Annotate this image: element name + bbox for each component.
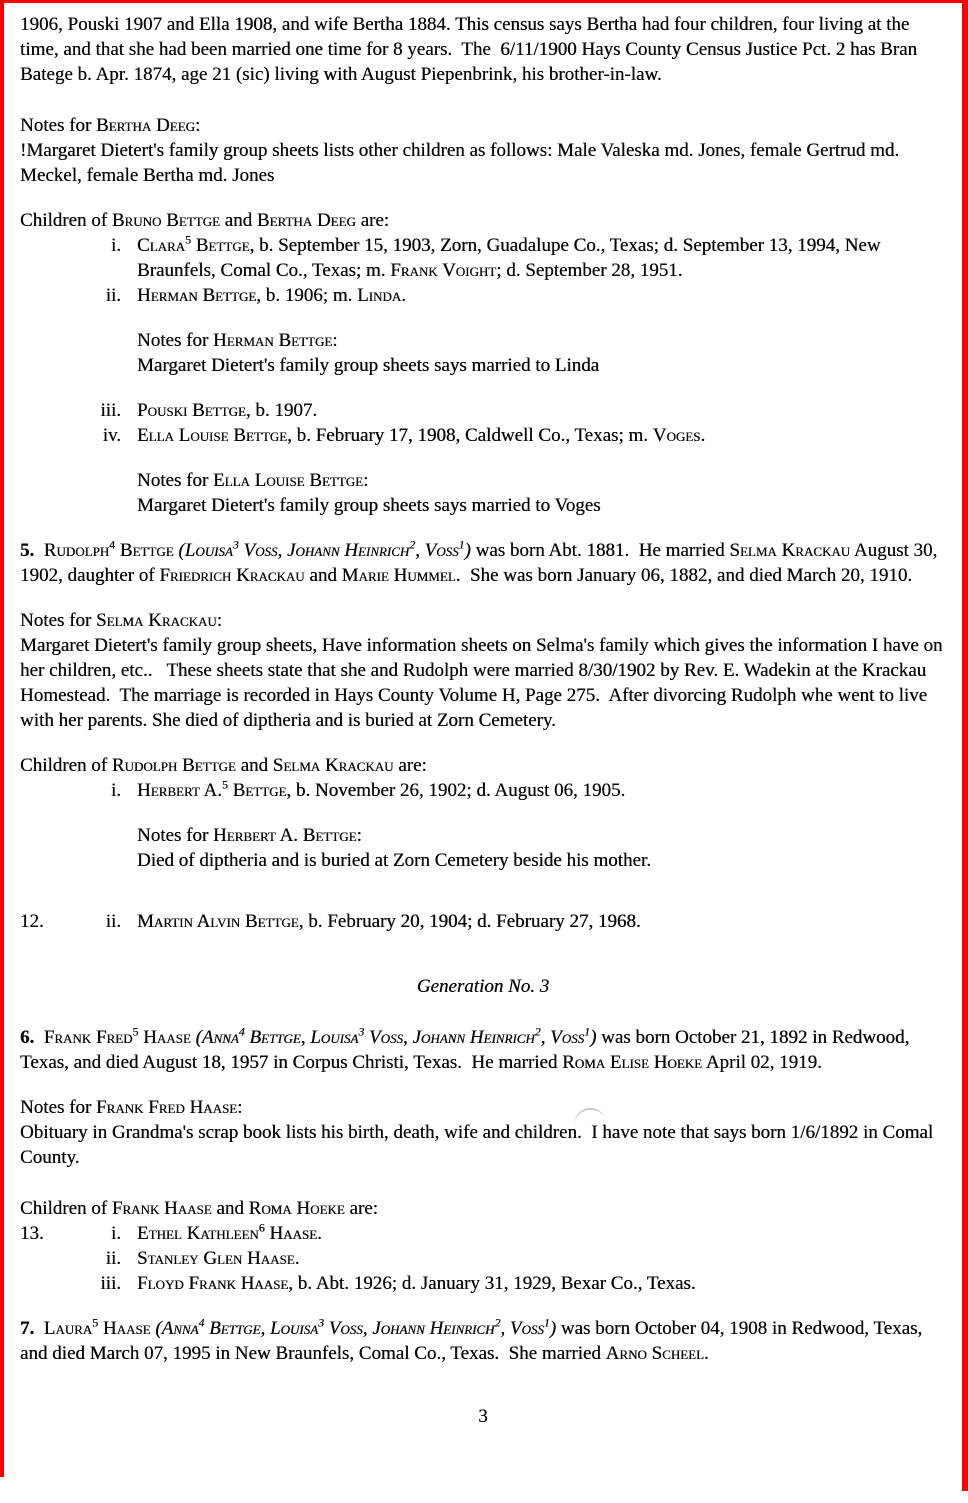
child-text [137,778,946,803]
paragraph [137,468,946,493]
person-name: Roma Hoeke [248,1198,345,1219]
generation-superscript: 3 [358,1025,365,1039]
descendant-number [20,1246,83,1271]
generation-superscript: 1 [458,538,465,552]
paragraph [20,608,946,633]
text-run: was born October 21, 1892 in Redwood, Texas, and died August 18, 1957 in Corpus Christi, Texas. He married [20,1027,914,1073]
paragraph [20,1120,946,1170]
child-text [137,1271,946,1296]
text-run: was born Abt. 1881. He married [470,540,730,561]
text-run: . She was born January 06, 1882, and died March 20, 1910. [455,565,913,586]
paragraph [20,113,946,138]
text-run: : [216,610,223,631]
person-name: Frank Fred Haase [95,1097,238,1118]
person-name: Voges [652,425,701,446]
text-run: . [401,285,406,306]
text-run [34,1027,44,1048]
paragraph [137,353,946,378]
text-run: ) [464,540,471,561]
paragraph [20,753,946,778]
person-name: Clara [137,235,186,256]
person-name: Laura [43,1318,93,1339]
generation-superscript: 2 [409,538,416,552]
person-name: , Voss [500,1318,544,1339]
text-run: and [235,755,273,776]
child-text [137,283,946,308]
generation-superscript: 2 [534,1025,541,1039]
child-roman-numeral: ii. [105,1248,121,1269]
paragraph [20,538,946,588]
child-roman-numeral: i. [110,780,121,801]
child-entry [20,233,946,283]
person-name: , Voss [540,1027,585,1048]
child-roman-numeral: iii. [100,400,121,421]
descendant-number [20,398,83,423]
person-name: Selma Krackau [272,755,394,776]
child-entry [20,423,946,448]
paragraph [137,493,946,518]
person-name: Bettge [119,540,174,561]
person-name: Voss, Johann Heinrich [238,540,410,561]
paragraph [20,12,946,87]
text-run: Children of [20,1198,112,1219]
person-name: Frank Fred [43,1027,133,1048]
generation-superscript: 5 [185,233,191,247]
generation-superscript: 4 [109,538,116,552]
text-run: ) [549,1318,557,1339]
person-name: Herman Bettge [212,330,333,351]
child-entry [20,1221,946,1246]
generation-superscript: 4 [198,1316,205,1330]
text-run: Notes for [20,610,96,631]
person-name: Selma Krackau [95,610,217,631]
paragraph [20,1095,946,1120]
text-run: : [332,330,338,351]
person-name: Rudolph [43,540,110,561]
generation-superscript: 3 [232,538,239,552]
child-text [137,423,946,448]
descendant-number [20,423,83,448]
child-entry [20,398,946,423]
child-text [137,398,946,423]
text-run: . [317,1223,322,1244]
generation-superscript: 5 [132,1025,139,1039]
person-name: Selma Krackau [729,540,851,561]
person-name: Pouski Bettge [137,400,246,421]
person-name: Rudolph Bettge [111,755,236,776]
person-name: Herbert A. [137,780,222,801]
text-run: 5. [20,540,35,561]
child-roman-numeral: i. [110,235,121,256]
paragraph [20,138,946,188]
generation-heading [20,974,946,999]
descendant-number [20,778,83,803]
generation-superscript: 5 [92,1316,99,1330]
text-run: , b. Abt. 1926; d. January 31, 1929, Bexar Co., Texas. [288,1273,696,1294]
person-name: Bettge [195,235,250,256]
text-run: Obituary in Grandma's scrap book lists his birth, death, wife and children. I have note that says born 1/6/1892 in Comal County. [20,1122,938,1168]
child-entry [20,909,946,934]
text-run: Margaret Dietert's family group sheets says married to Voges [137,495,601,516]
text-run: : [356,825,362,846]
person-name: Ella Louise Bettge [212,470,364,491]
person-name: Haase [102,1318,151,1339]
person-name: Herbert A. Bettge [212,825,357,846]
text-run: 1906, Pouski 1907 and Ella 1908, and wife Bertha 1884. This census says Bertha had four children, four living at the time, and that she had been married one time for 8 years. The 6/11/1900 Hays County Census Justice Pct. 2 has Bran Batege b. Apr. 1874, age 21 (sic) living with August Piepenbrink, his brother-in-law. [20,14,922,85]
child-entry [20,1246,946,1271]
generation-superscript: 2 [494,1316,501,1330]
person-name: Voss, Johann Heinrich [364,1027,535,1048]
child-roman-numeral: iv. [102,425,121,446]
person-name: Haase [269,1223,318,1244]
text-run: : [237,1097,243,1118]
text-run: Margaret Dietert's family group sheets, Have information sheets on Selma's family which gives the information I have on her children, etc.. These sheets state that she and Rudolph were married 8/30/1902 by Rev. E. Wadekin at the Krackau Homestead. The marriage is recorded in Hays County Volume H, Page 275. After divorcing Rudolph whe went to live with her parents. She died of diptheria and is buried at Zorn Cemetery. [20,635,948,731]
text-run: . [294,1248,300,1269]
text-run: Died of diptheria and is buried at Zorn Cemetery beside his mother. [137,850,651,871]
text-run: August 30, 1902, daughter of [20,540,942,586]
text-run: Notes for [137,470,213,491]
child-text [137,909,946,934]
text-run: and [219,210,257,231]
person-name: Ethel Kathleen [137,1223,259,1244]
text-run: , b. February 20, 1904; d. February 27, 1968. [298,911,641,932]
child-text [137,1246,946,1271]
text-run: , b. November 26, 1902; d. August 06, 1905. [286,780,626,801]
text-run: Children of [20,755,112,776]
descendant-number: 13. [20,1223,44,1244]
child-entry [20,283,946,308]
child-text [137,1221,946,1246]
paragraph [20,208,946,233]
text-run: and [211,1198,249,1219]
paragraph [137,823,946,848]
child-entry [20,1271,946,1296]
person-name: (Anna [155,1318,199,1339]
text-run: . [700,425,706,446]
generation-superscript: 1 [543,1316,550,1330]
descendant-number [20,233,83,283]
descendant-number [20,1271,83,1296]
descendant-number [20,283,83,308]
person-name: Frank Voight [390,260,497,281]
text-run: are: [344,1198,378,1219]
text-run: Margaret Dietert's family group sheets says married to Linda [137,355,600,376]
person-name: Stanley Glen Haase [137,1248,295,1269]
text-run: , b. 1906; m. [256,285,358,306]
paragraph [137,328,946,353]
person-name: Arno Scheel [605,1343,704,1364]
person-name: Marie Hummel [341,565,456,586]
person-name: Friedrich Krackau [159,565,305,586]
text-run: 7. [20,1318,35,1339]
text-run: !Margaret Dietert's family group sheets lists other children as follows: Male Valeska md. Jones, female Gertrud md. Meckel, female Bertha md. Jones [20,140,904,186]
paragraph [20,1196,946,1221]
text-run: are: [355,210,390,231]
text-run [34,1318,44,1339]
text-run: Notes for [20,1097,96,1118]
child-roman-numeral: iii. [100,1273,121,1294]
person-name: Floyd Frank Haase [137,1273,289,1294]
child-roman-numeral: ii. [105,285,121,306]
person-name: Martin Alvin Bettge [137,911,299,932]
generation-superscript: 1 [584,1025,591,1039]
page-number: 3 [478,1406,488,1427]
person-name: , Voss [415,540,459,561]
person-name: Roma Elise Hoeke [562,1052,703,1073]
person-name: Linda [357,285,402,306]
person-name: Bettge, Louisa [244,1027,359,1048]
text-run: . [704,1343,709,1364]
text-run: April 02, 1919. [702,1052,822,1073]
child-roman-numeral: i. [110,1223,121,1244]
generation-superscript: 6 [258,1221,265,1235]
text-run: : [194,115,201,136]
person-name: Ella Louise Bettge [137,425,288,446]
person-name: Bertha Deeg [256,210,356,231]
paragraph [20,1025,946,1075]
person-name: (Anna [195,1027,239,1048]
person-name: Voss, Johann Heinrich [323,1318,495,1339]
text-run: Notes for [137,825,213,846]
text-run: Notes for [20,115,96,136]
generation-superscript: 3 [318,1316,324,1330]
text-run: ; d. September 28, 1951. [496,260,683,281]
text-run: ) [590,1027,597,1048]
generation-superscript: 5 [221,778,228,792]
text-run: 6. [20,1027,35,1048]
child-entry [20,778,946,803]
text-run: Children of [20,210,112,231]
text-run: , b. September 15, 1903, Zorn, Guadalupe Co., Texas; d. September 13, 1994, New Braunfels, Comal Co., Texas; m. [137,235,886,281]
person-name: Bettge [232,780,287,801]
person-name: Bertha Deeg [95,115,195,136]
person-name: Bettge, Louisa [204,1318,319,1339]
person-name: Haase [143,1027,191,1048]
paragraph [20,633,946,733]
person-name: Herman Bettge [137,285,257,306]
text-run: Generation No. 3 [416,976,550,997]
paragraph [137,848,946,873]
text-run: are: [393,755,427,776]
person-name: (Louisa [178,540,233,561]
text-run: Notes for [137,330,213,351]
text-run: was born October 04, 1908 in Redwood, Texas, and died March 07, 1995 in New Braunfels, Comal Co., Texas. She married [20,1318,927,1364]
paragraph [20,1316,946,1366]
child-text [137,233,946,283]
text-run: : [363,470,369,491]
generation-superscript: 4 [238,1025,245,1039]
text-run: , b. February 17, 1908, Caldwell Co., Texas; m. [287,425,653,446]
text-run [34,540,44,561]
person-name: Bruno Bettge [111,210,220,231]
text-run: , b. 1907. [245,400,318,421]
text-run: and [304,565,342,586]
descendant-number: 12. [20,911,44,932]
person-name: Frank Haase [111,1198,212,1219]
child-roman-numeral: ii. [105,911,121,932]
